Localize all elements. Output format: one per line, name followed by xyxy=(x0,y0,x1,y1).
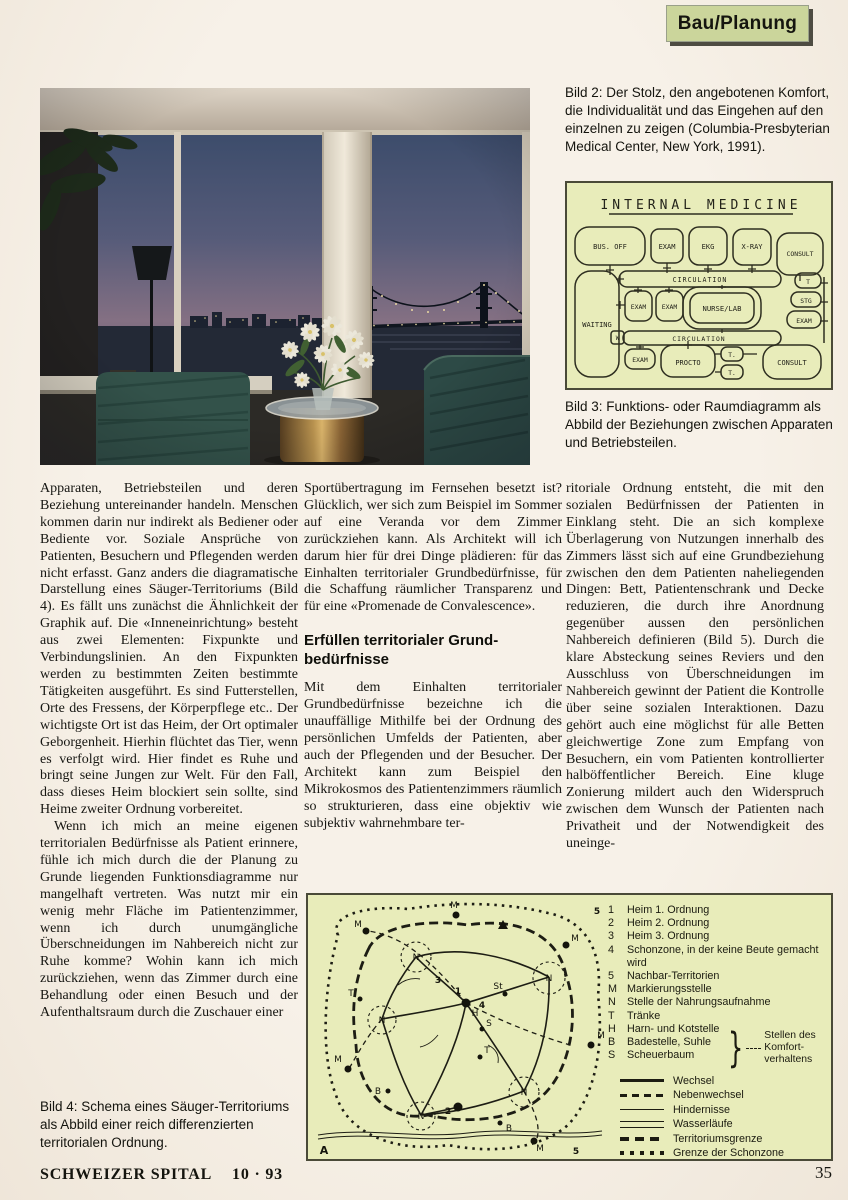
svg-text:1: 1 xyxy=(454,987,462,997)
legend-row: Grenze der Schonzone xyxy=(620,1146,828,1161)
paragraph: Wenn ich mich an meine eigenen territorialen Bedürfnisse als Patient erinnere, fühle ich mich durch die der Planung zu Grunde liegenden Funktionsdiagramme nur mangelhaft vertreten. Was nutzt mir ein wenig mehr Fläche im Patientenzimmer, wenn ich durch unumgängliche Überschneidungen im Nahbereich nicht zur Ruhe komme? Wohin kann ich mich zurückziehen, wenn das Zimmer durch eine Behandlung oder einen Besuch und der Aufenthaltsraum durch die Zuschauer einer xyxy=(40,819,298,1021)
svg-text:EXAM: EXAM xyxy=(661,303,678,311)
svg-text:S: S xyxy=(486,1019,492,1029)
body-column-2 xyxy=(304,481,562,832)
legend-row: Nebenwechsel xyxy=(620,1088,828,1103)
svg-text:3: 3 xyxy=(434,976,442,986)
legend-row: T Tränke xyxy=(608,1009,661,1022)
line-sample-wasserlaeufe xyxy=(620,1121,664,1128)
svg-text:B: B xyxy=(374,1087,382,1097)
diagram-title: INTERNAL MEDICINE xyxy=(600,198,802,213)
line-sample-nebenwechsel xyxy=(620,1094,664,1097)
vignette xyxy=(40,88,530,465)
map-points xyxy=(345,912,595,1145)
legend-row: Wasserläufe xyxy=(620,1117,828,1132)
svg-text:EXAM: EXAM xyxy=(796,317,812,325)
legend-row: 3 Heim 3. Ordnung xyxy=(608,930,710,943)
legend-row: 5 Nachbar-Territorien xyxy=(608,970,720,983)
svg-text:W: W xyxy=(615,336,620,342)
svg-text:St: St xyxy=(493,982,503,992)
svg-text:M: M xyxy=(536,1144,544,1154)
svg-text:N: N xyxy=(520,1088,528,1098)
svg-text:WAITING: WAITING xyxy=(582,321,612,329)
legend-row: Territoriumsgrenze xyxy=(620,1131,828,1146)
svg-text:PROCTO: PROCTO xyxy=(675,359,701,367)
line-sample-hindernisse xyxy=(620,1109,664,1110)
legend-row: 4 Schonzone, in der keine Beute gemacht wird xyxy=(608,943,819,969)
svg-text:T.: T. xyxy=(728,370,736,377)
dashed-connector xyxy=(746,1048,761,1049)
line-sample-territoriumsgrenze xyxy=(620,1137,664,1141)
bild4-caption: Bild 4: Schema eines Säuger-Territoriums als Abbild einer reich differenzierten territorialen Ordnung. xyxy=(40,1099,290,1150)
functional-diagram xyxy=(567,183,831,388)
bild2-photo xyxy=(40,88,530,465)
svg-text:T.: T. xyxy=(728,352,736,359)
svg-text:B: B xyxy=(505,1124,513,1134)
svg-text:M: M xyxy=(571,934,579,944)
svg-text:T: T xyxy=(484,1046,490,1056)
bild3-caption: Bild 3: Funktions- oder Raumdiagramm als Abbild der Beziehungen zwischen Apparaten und Betriebsteilen. xyxy=(565,399,833,450)
svg-text:4: 4 xyxy=(478,1001,486,1011)
bild3-diagram xyxy=(565,181,833,390)
svg-text:A: A xyxy=(319,1144,329,1157)
svg-text:5: 5 xyxy=(593,907,601,917)
bild2-photo-illustration xyxy=(40,88,530,465)
svg-text:N: N xyxy=(545,974,553,984)
svg-text:H: H xyxy=(471,1009,479,1019)
svg-text:N: N xyxy=(417,1112,425,1122)
line-sample-wechsel xyxy=(620,1079,664,1082)
footer-page-number: 35 xyxy=(815,1163,832,1182)
paragraph: ritoriale Ordnung entsteht, die mit den sozialen Bedürfnissen der Patienten in Einklang steht. Die an sich komplexe Überlagerung von Nutzungen innerhalb des Zimmers lässt sich auf eine Grundbeziehung zwischen den dem Patienten naheliegenden Dingen: Bett, Patientenschrank und Decke reduzieren, die durch ihre Anordnung gegenüber aussen den persönlichen Nahbereich definieren (Bild 5). Durch die klare Absteckung seines Reviers und den Ausschluss von Überschneidungen im Nahbereich gewinnt der Patient die Kontrolle über seine sozialen Interaktionen. Dazu gehört auch eine möglichst für alle Betten gleichwertige Zone zum Empfang von Besuchern, ein vom Patienten kontrollierter halböffentlicher Bereich. Eine kluge Zonierung mildert auch den Widerspruch zwischen dem Wunsch der Patienten nach Privatheit und der Notwendigkeit des uneinge- xyxy=(566,481,824,852)
svg-text:STG: STG xyxy=(800,297,812,305)
svg-text:T: T xyxy=(348,989,354,999)
footer-journal-title: SCHWEIZER SPITAL xyxy=(40,1166,212,1183)
map-letter-labels xyxy=(320,901,605,1157)
paragraph: Mit dem Einhalten territorialer Grundbedürfnisse bezeichne ich die unauffällige Mithilfe bei der Ordnung des persönlichen Umfelds der Patienten, aber auch der Pflegenden und der Besucher. Der Architekt kann zum Beispiel den Mikrokosmos des Patientenzimmers räumlich so strukturieren, dass eine objektiv wie subjektiv wahrnehmbare ter- xyxy=(304,680,562,831)
hindernisse-lines xyxy=(398,979,498,1063)
footer-issue: 10 · 93 xyxy=(232,1166,283,1183)
footer xyxy=(40,1166,283,1184)
legend-row: Hindernisse xyxy=(620,1102,828,1117)
bild2-caption: Bild 2: Der Stolz, den angebotenen Komfort, die Individualität und das Eingehen auf den einzelnen zu zeigen (Columbia-Presbyterian Medical Center, New York, 1991). xyxy=(565,85,830,154)
svg-text:N: N xyxy=(378,1016,386,1026)
svg-text:EKG: EKG xyxy=(701,243,715,251)
schonzone-boundary xyxy=(326,904,600,1149)
section-badge xyxy=(666,5,809,42)
bild4-diagram xyxy=(306,893,833,1161)
svg-text:EXAM: EXAM xyxy=(632,356,648,364)
svg-text:EXAM: EXAM xyxy=(630,303,647,311)
body-column-1 xyxy=(40,481,298,1022)
svg-text:M: M xyxy=(450,901,458,911)
svg-text:T: T xyxy=(806,278,810,286)
svg-text:NURSE/LAB: NURSE/LAB xyxy=(702,304,742,313)
legend-row: B Badestelle, Suhle xyxy=(608,1036,712,1049)
svg-text:N: N xyxy=(412,953,420,963)
svg-text:M: M xyxy=(354,920,362,930)
paragraph: Sportübertragung im Fernsehen besetzt ist? Glücklich, wer sich zum Beispiel im Sommer auf eine Veranda vor dem Zimmer zurückziehen kann. Als Architekt will ich darum hier für drei Dinge plädieren: für das Einhalten territorialer Grundbedürfnisse, für die Schaffung räumlicher Transparenz und für eine «Promenade de Convalescence». xyxy=(304,481,562,615)
svg-text:X-RAY: X-RAY xyxy=(741,243,763,251)
legend-row: H Harn- und Kotstelle xyxy=(608,1022,720,1035)
comfort-note: } Stellen des Komfort- verhaltens xyxy=(728,1024,816,1072)
section-badge-label: Bau/Planung xyxy=(677,12,798,34)
svg-text:M: M xyxy=(334,1055,342,1065)
svg-text:M: M xyxy=(597,1031,605,1041)
legend-row: 1 Heim 1. Ordnung xyxy=(608,904,710,916)
svg-text:CONSULT: CONSULT xyxy=(786,250,814,258)
legend-row: 2 Heim 2. Ordnung xyxy=(608,917,710,930)
legend-row: S Scheuerbaum xyxy=(608,1049,695,1062)
svg-text:BUS. OFF: BUS. OFF xyxy=(593,243,627,251)
legend-row: Wechsel xyxy=(620,1073,828,1088)
svg-text:2: 2 xyxy=(444,1107,452,1117)
line-sample-schonzonegrenze xyxy=(620,1151,664,1155)
legend-row: M Markierungsstelle xyxy=(608,983,712,996)
svg-text:CIRCULATION: CIRCULATION xyxy=(672,335,726,343)
line-style-legend xyxy=(620,1073,828,1160)
svg-text:EXAM: EXAM xyxy=(658,243,676,251)
paragraph: Apparaten, Betriebsteilen und deren Beziehung untereinander handeln. Menschen kommen darin nur indirekt als Bediener oder Bediente vor. Soziale Ansprüche von Patienten, Besuchern und Pflegenden werden nicht erfasst. Ganz anders die diagramatische Darstellung eines Säuger-Territoriums (Bild 4). Es fällt uns zunächst die Ähnlichkeit der Graphik auf. Die «Inneneinrichtung» besteht aus zwei Elementen: Fixpunkte und Verbindungslinien. An den Fixpunkten werden zu bestimmten Zeiten bestimmte Tätigkeiten ausgeführt. Es sind Futterstellen, Orte des Fressens, der Körperpflege etc.. Der wichtigste Ort ist das Heim, der Ort optimaler Geborgenheit. Hierhin flüchtet das Tier, wenn es verfolgt wird. Hier findet es Ruhe und bringt seine Jungen zur Welt. Für den Fall, dass dieses Heim blockiert sein sollte, sind Heime zweiter Ordnung vorbereitet. xyxy=(40,481,298,818)
map-legend xyxy=(608,904,828,1160)
section-heading: Erfüllen territorialer Grund- bedürfnisse xyxy=(304,632,499,669)
svg-text:CONSULT: CONSULT xyxy=(777,359,807,367)
brace-glyph: } xyxy=(728,1024,744,1072)
body-column-3 xyxy=(566,481,824,853)
legend-row: N Stelle der Nahrungsaufnahme xyxy=(608,996,771,1009)
svg-text:CIRCULATION: CIRCULATION xyxy=(672,276,728,284)
svg-text:5: 5 xyxy=(572,1147,580,1157)
